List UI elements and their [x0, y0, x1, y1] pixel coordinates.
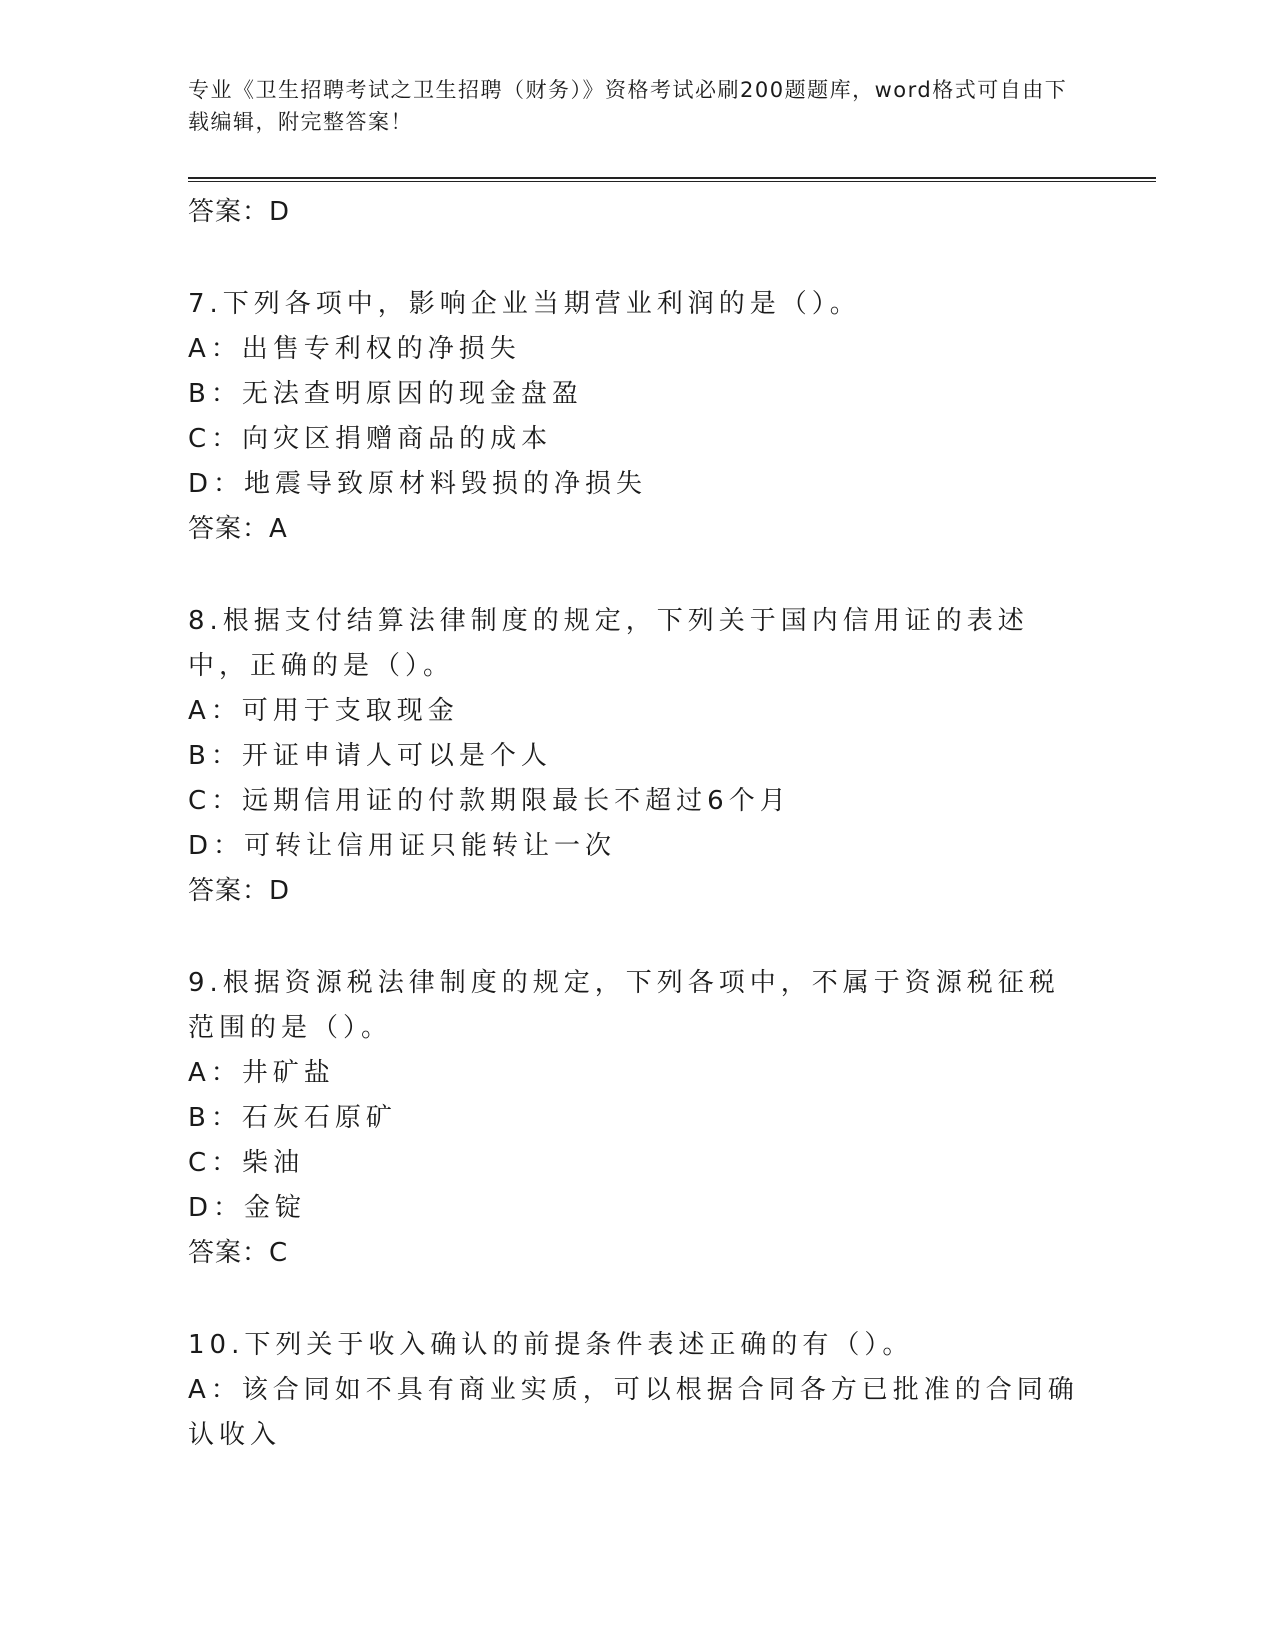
answer-line: 答案：C [188, 1238, 289, 1268]
option-a: A：井矿盐 [188, 1058, 335, 1088]
answer-line: 答案：D [188, 197, 291, 227]
question-stem: 8.根据支付结算法律制度的规定，下列关于国内信用证的表述中，正确的是（）。 [188, 606, 1029, 681]
question-stem: 10.下列关于收入确认的前提条件表述正确的有（）。 [188, 1330, 914, 1360]
page-header: 专业《卫生招聘考试之卫生招聘（财务）》资格考试必刷200题题库，word格式可自由下载编辑，附完整答案！ [188, 78, 1068, 134]
spacer [188, 1275, 1088, 1323]
option-d: D：金锭 [188, 1193, 307, 1223]
option-d: D：可转让信用证只能转让一次 [188, 831, 617, 861]
question-block [188, 1323, 1088, 1458]
option-a: A：可用于支取现金 [188, 696, 459, 726]
spacer [188, 913, 1088, 961]
option-a: A：出售专利权的净损失 [188, 334, 521, 364]
header-divider [188, 177, 1156, 182]
answer-line: 答案：A [188, 514, 288, 544]
option-a: A：该合同如不具有商业实质，可以根据合同各方已批准的合同确认收入 [188, 1375, 1079, 1450]
option-c: C：柴油 [188, 1148, 305, 1178]
option-c: C：远期信用证的付款期限最长不超过6个月 [188, 786, 791, 816]
option-c: C：向灾区捐赠商品的成本 [188, 424, 553, 454]
option-b: B：石灰石原矿 [188, 1103, 397, 1133]
option-b: B：无法查明原因的现金盘盈 [188, 379, 583, 409]
answer-line: 答案：D [188, 876, 291, 906]
question-list [188, 190, 1088, 1458]
question-stem: 7.下列各项中，影响企业当期营业利润的是（）。 [188, 289, 861, 319]
spacer [188, 551, 1088, 599]
question-block [188, 961, 1088, 1275]
option-d: D：地震导致原材料毁损的净损失 [188, 469, 648, 499]
question-block [188, 282, 1088, 551]
spacer [188, 234, 1088, 282]
option-b: B：开证申请人可以是个人 [188, 741, 552, 771]
question-block [188, 599, 1088, 913]
question-stem: 9.根据资源税法律制度的规定，下列各项中，不属于资源税征税范围的是（）。 [188, 968, 1060, 1043]
